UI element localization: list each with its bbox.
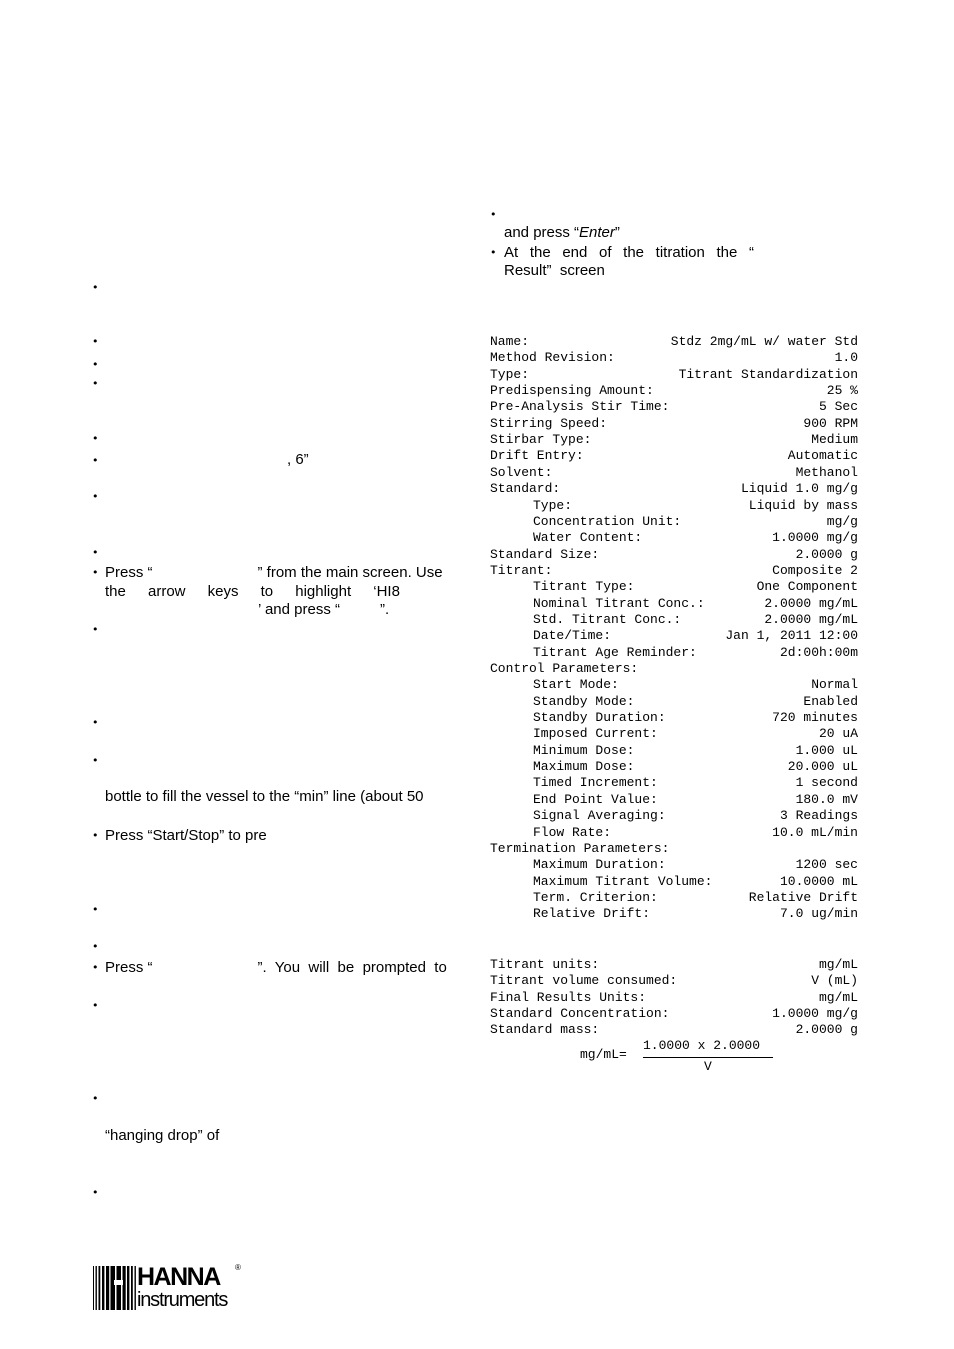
param-key: Maximum Duration: <box>533 857 666 873</box>
param-key: Type: <box>490 366 530 382</box>
param-key: Start Mode: <box>533 677 619 693</box>
param-key: Term. Criterion: <box>533 889 658 905</box>
bullet: • <box>92 490 99 503</box>
param-key: Timed Increment: <box>533 775 658 791</box>
param-key: Titrant units: <box>490 957 600 972</box>
param-value: 3 Readings <box>779 808 858 824</box>
formula-denominator: V <box>704 1059 712 1074</box>
bullet: • <box>490 246 497 259</box>
param-row <box>490 990 858 1006</box>
param-key: Imposed Current: <box>533 726 658 742</box>
param-key: Pre-Analysis Stir Time: <box>490 399 670 415</box>
param-key: Water Content: <box>533 530 643 546</box>
param-value: mg/mL <box>818 989 858 1005</box>
logo-sub: instruments <box>137 1289 228 1311</box>
param-row <box>490 957 858 973</box>
param-row <box>490 547 858 563</box>
param-key: Titrant Type: <box>533 579 635 595</box>
param-key: Titrant volume consumed: <box>490 973 678 989</box>
param-row <box>490 399 858 415</box>
param-row <box>490 350 858 366</box>
param-value: 20.000 uL <box>787 759 858 775</box>
param-value: 180.0 mV <box>795 791 858 807</box>
param-row <box>490 596 858 612</box>
formula-numerator: 1.0000 x 2.0000 <box>643 1038 761 1053</box>
bullet: • <box>92 281 99 294</box>
param-key: Standby Duration: <box>533 710 666 726</box>
param-row <box>490 1006 858 1022</box>
param-key: Nominal Titrant Conc.: <box>533 595 705 611</box>
param-row <box>490 563 858 579</box>
param-row <box>490 792 858 808</box>
param-value: 1.000 uL <box>795 742 858 758</box>
param-value: 25 % <box>826 383 858 399</box>
param-row <box>490 530 858 546</box>
param-key: Predispensing Amount: <box>490 383 654 399</box>
param-value: Methanol <box>795 464 858 480</box>
param-value: 7.0 ug/min <box>779 906 858 922</box>
param-key: Name: <box>490 334 530 349</box>
bullet: • <box>92 940 99 953</box>
bullet: • <box>92 432 99 445</box>
param-key: Solvent: <box>490 464 553 480</box>
param-key: Method Revision: <box>490 350 615 366</box>
param-key: Standard Size: <box>490 546 600 562</box>
step-press-main-screen: Press “ ” from the main screen. Use <box>105 564 443 581</box>
param-key: Stirring Speed: <box>490 415 608 431</box>
param-row <box>490 432 858 448</box>
param-key: Concentration Unit: <box>533 513 682 529</box>
param-row <box>490 383 858 399</box>
param-row <box>490 726 858 742</box>
fraction-bar <box>643 1057 773 1058</box>
param-value: Automatic <box>787 448 858 464</box>
param-key: Final Results Units: <box>490 989 647 1005</box>
bullet: • <box>92 358 99 371</box>
param-value: 1.0 <box>834 350 858 366</box>
param-value: 10.0 mL/min <box>772 824 858 840</box>
step-start-stop: Press “Start/Stop” to pre <box>105 827 267 844</box>
param-value: Stdz 2mg/mL w/ water Std <box>670 334 858 349</box>
logo-brand: HANNA <box>137 1263 220 1291</box>
param-row <box>490 481 858 497</box>
bullet: • <box>92 754 99 767</box>
param-row <box>490 514 858 530</box>
param-row <box>490 416 858 432</box>
param-row <box>490 628 858 644</box>
param-key: End Point Value: <box>533 791 658 807</box>
param-value: 1 second <box>795 775 858 791</box>
param-value: 2.0000 g <box>795 1022 858 1038</box>
param-value: mg/mL <box>818 957 858 972</box>
step-result-screen: Result” screen <box>504 262 605 279</box>
param-key: Minimum Dose: <box>533 742 635 758</box>
step-end-of-titration: At the end of the titration the “ <box>504 244 754 261</box>
param-value: 900 RPM <box>803 415 858 431</box>
param-row <box>490 677 858 693</box>
logo-registered: ® <box>235 1263 241 1272</box>
bullet: • <box>92 961 99 974</box>
param-row <box>490 759 858 775</box>
param-row <box>490 579 858 595</box>
step-press-main-screen-line2: the arrow keys to highlight ‘HI8 <box>105 583 400 600</box>
param-value: 2.0000 mg/mL <box>764 595 858 611</box>
bullet: • <box>92 1092 99 1105</box>
param-row <box>490 612 858 628</box>
hanna-instruments-logo <box>93 1263 248 1312</box>
param-row <box>490 874 858 890</box>
step-press-main-screen-line3: ’ and press “ ”. <box>258 601 390 618</box>
param-row <box>490 710 858 726</box>
param-row <box>490 973 858 989</box>
param-row <box>490 906 858 922</box>
param-key: Maximum Dose: <box>533 759 635 775</box>
param-key: Stirbar Type: <box>490 432 592 448</box>
param-value: Medium <box>811 432 858 448</box>
param-row <box>490 775 858 791</box>
param-value: 2d:00h:00m <box>779 644 858 660</box>
param-value: One Component <box>756 579 858 595</box>
param-value: V (mL) <box>811 973 858 989</box>
param-key: Drift Entry: <box>490 448 584 464</box>
param-key: Titrant Age Reminder: <box>533 644 697 660</box>
param-row <box>490 367 858 383</box>
param-row <box>490 498 858 514</box>
bullet: • <box>92 335 99 348</box>
param-row <box>490 645 858 661</box>
param-value: mg/g <box>826 513 858 529</box>
param-value: 1.0000 mg/g <box>772 1006 858 1022</box>
param-row <box>490 694 858 710</box>
param-value: Liquid by mass <box>748 497 858 513</box>
bullet: • <box>92 623 99 636</box>
param-key: Standard: <box>490 481 561 497</box>
bullet: • <box>92 566 99 579</box>
param-value: 1.0000 mg/g <box>772 530 858 546</box>
param-key: Control Parameters: <box>490 661 639 676</box>
param-value: 720 minutes <box>772 710 858 726</box>
param-key: Relative Drift: <box>533 906 651 922</box>
param-row <box>490 743 858 759</box>
param-key: Std. Titrant Conc.: <box>533 611 682 627</box>
param-key: Maximum Titrant Volume: <box>533 873 713 889</box>
step-prompted: Press “ ”. You will be prompted to <box>105 959 447 976</box>
param-key: Termination Parameters: <box>490 840 670 856</box>
param-value: 1200 sec <box>795 857 858 873</box>
param-row <box>490 841 858 857</box>
param-row <box>490 857 858 873</box>
param-value: 2.0000 mg/mL <box>764 611 858 627</box>
bullet: • <box>92 999 99 1012</box>
param-value: Jan 1, 2011 12:00 <box>725 628 858 644</box>
param-value: Liquid 1.0 mg/g <box>740 481 858 497</box>
param-key: Date/Time: <box>533 628 612 644</box>
param-value: Relative Drift <box>748 889 858 905</box>
bullet: • <box>92 903 99 916</box>
param-value: 10.0000 mL <box>779 873 858 889</box>
step-text: , 6” <box>287 451 309 468</box>
bullet: • <box>92 546 99 559</box>
param-key: Flow Rate: <box>533 824 612 840</box>
bullet: • <box>92 1186 99 1199</box>
param-row <box>490 825 858 841</box>
param-value: Titrant Standardization <box>678 366 858 382</box>
bullet: • <box>92 454 99 467</box>
param-key: Standard Concentration: <box>490 1006 670 1022</box>
param-row <box>490 1022 858 1038</box>
param-key: Type: <box>533 497 573 513</box>
param-value: 2.0000 g <box>795 546 858 562</box>
param-key: Standby Mode: <box>533 693 635 709</box>
param-key: Signal Averaging: <box>533 808 666 824</box>
step-hanging-drop: “hanging drop” of <box>105 1127 220 1144</box>
param-value: 20 uA <box>818 726 858 742</box>
param-value: Normal <box>811 677 858 693</box>
bullet: • <box>92 829 99 842</box>
bullet: • <box>92 377 99 390</box>
step-press-enter: and press “Enter” <box>504 224 620 241</box>
param-row <box>490 448 858 464</box>
param-row <box>490 890 858 906</box>
param-value: 5 Sec <box>818 399 858 415</box>
formula-lhs: mg/mL= <box>580 1047 627 1062</box>
param-row <box>490 465 858 481</box>
param-key: Titrant: <box>490 562 553 578</box>
bullet: • <box>92 716 99 729</box>
param-value: Composite 2 <box>772 562 858 578</box>
param-row <box>490 334 858 350</box>
param-row <box>490 808 858 824</box>
bullet: • <box>490 208 497 221</box>
param-key: Standard mass: <box>490 1022 600 1038</box>
param-row <box>490 661 858 677</box>
param-value: Enabled <box>803 693 858 709</box>
step-bottle-fill: bottle to fill the vessel to the “min” line (about 50 <box>105 788 424 805</box>
